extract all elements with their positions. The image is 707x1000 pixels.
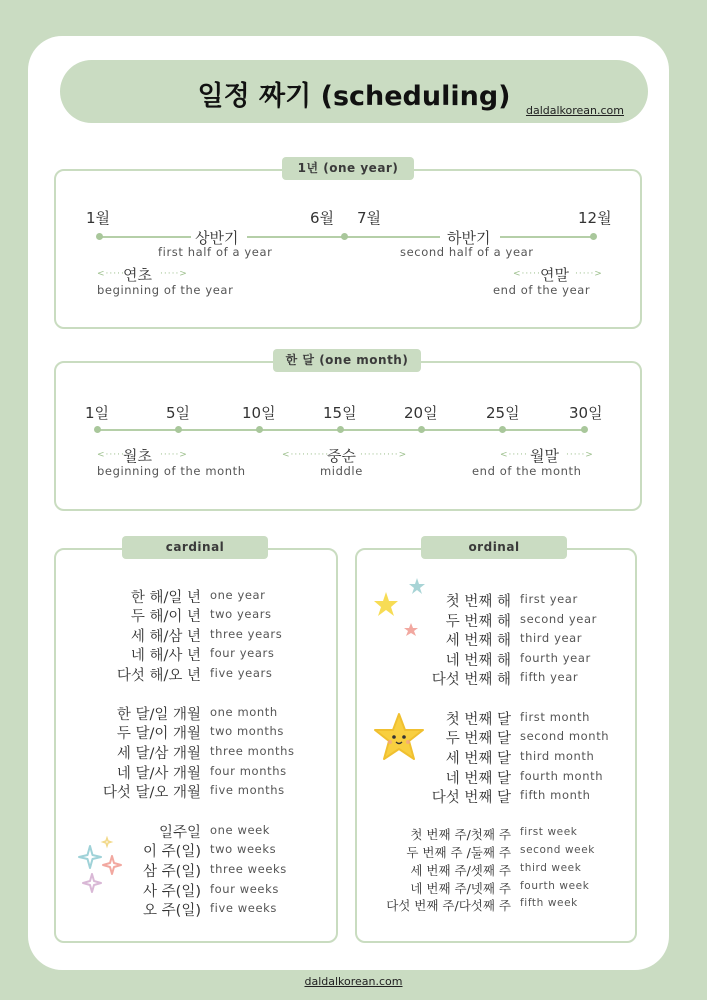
cardinal-year-en: four years <box>210 646 275 660</box>
day-label: 10일 <box>242 404 276 422</box>
year-end-en: end of the year <box>493 283 591 297</box>
cardinal-week-en: two weeks <box>210 842 277 856</box>
cardinal-week-en: four weeks <box>210 882 279 896</box>
site-link-bottom[interactable]: daldalkorean.com <box>304 975 403 988</box>
ordinal-year-en: fourth year <box>520 651 591 665</box>
ordinal-year-ko: 세 번째 해 <box>445 633 511 649</box>
ordinal-month-ko: 다섯 번째 달 <box>431 790 511 806</box>
month-label-7: 7월 <box>357 209 382 227</box>
year-end-ko: 연말 <box>540 266 569 284</box>
ordinal-year-ko: 두 번째 해 <box>445 614 511 630</box>
arrow-left-icon: <····· <box>500 450 528 460</box>
ordinal-month-en: second month <box>520 729 610 743</box>
day-label: 1일 <box>85 404 110 422</box>
ordinal-week-ko: 네 번째 주/넷째 주 <box>410 881 511 896</box>
ordinal-month-en: fourth month <box>520 769 604 783</box>
month-label-12: 12월 <box>578 209 612 227</box>
year-start-ko: 연초 <box>123 266 152 284</box>
day-label: 30일 <box>569 404 603 422</box>
month-section <box>54 361 642 511</box>
cardinal-year-en: three years <box>210 627 283 641</box>
cardinal-week-ko: 이 주(일) <box>143 844 201 860</box>
cardinal-week-ko: 일주일 <box>158 825 201 841</box>
ordinal-year-en: first year <box>520 592 578 606</box>
month-end-ko: 월말 <box>530 447 559 465</box>
day-label: 15일 <box>323 404 357 422</box>
timeline-dot <box>94 426 101 433</box>
year-tag: 1년 (one year) <box>282 157 414 180</box>
ordinal-year-en: second year <box>520 612 597 626</box>
timeline-dot <box>175 426 182 433</box>
month-tag: 한 달 (one month) <box>273 349 421 372</box>
month-label-1: 1월 <box>86 209 111 227</box>
cardinal-month-ko: 두 달/이 개월 <box>116 726 201 742</box>
cardinal-year-ko: 한 해/일 년 <box>130 590 201 606</box>
month-end-en: end of the month <box>472 464 582 478</box>
ordinal-week-en: fourth week <box>520 880 590 892</box>
cardinal-week-ko: 삼 주(일) <box>143 864 201 880</box>
cardinal-week-ko: 오 주(일) <box>143 903 201 919</box>
cardinal-year-ko: 네 해/사 년 <box>130 648 201 664</box>
second-half-en: second half of a year <box>400 245 534 259</box>
year-timeline-mid-left <box>247 236 344 238</box>
cardinal-year-ko: 두 해/이 년 <box>130 609 201 625</box>
arrow-left-icon: <····· <box>97 269 125 279</box>
ordinal-year-ko: 다섯 번째 해 <box>431 672 511 688</box>
title-banner <box>60 60 648 123</box>
cardinal-year-en: five years <box>210 666 273 680</box>
timeline-dot <box>418 426 425 433</box>
timeline-dot <box>341 233 348 240</box>
ordinal-year-ko: 네 번째 해 <box>445 653 511 669</box>
year-section <box>54 169 642 329</box>
year-start-en: beginning of the year <box>97 283 234 297</box>
month-label-6: 6월 <box>310 209 335 227</box>
arrow-right-icon: ·····> <box>160 269 188 279</box>
cardinal-month-en: one month <box>210 705 278 719</box>
arrow-left-icon: <·········· <box>282 450 330 460</box>
cardinal-month-en: five months <box>210 783 285 797</box>
sparkles-icon <box>76 836 126 900</box>
ordinal-month-ko: 첫 번째 달 <box>445 712 511 728</box>
arrow-right-icon: ·····> <box>566 450 594 460</box>
cardinal-week-en: three weeks <box>210 862 287 876</box>
year-timeline-right <box>500 236 594 238</box>
timeline-dot <box>256 426 263 433</box>
ordinal-month-en: fifth month <box>520 788 591 802</box>
ordinal-week-ko: 두 번째 주 /둘째 주 <box>406 845 511 860</box>
ordinal-month-en: third month <box>520 749 595 763</box>
day-label: 20일 <box>404 404 438 422</box>
second-half-ko: 하반기 <box>447 229 491 247</box>
ordinal-week-en: fifth week <box>520 897 578 909</box>
cardinal-month-ko: 한 달/일 개월 <box>116 707 201 723</box>
cardinal-year-ko: 세 해/삼 년 <box>130 629 201 645</box>
ordinal-week-ko: 다섯 번째 주/다섯째 주 <box>386 898 511 913</box>
ordinal-month-ko: 두 번째 달 <box>445 731 511 747</box>
day-label: 25일 <box>486 404 520 422</box>
ordinal-year-ko: 첫 번째 해 <box>445 594 511 610</box>
timeline-dot <box>96 233 103 240</box>
month-start-ko: 월초 <box>123 447 152 465</box>
timeline-dot <box>337 426 344 433</box>
ordinal-tag: ordinal <box>421 536 567 559</box>
cardinal-year-en: two years <box>210 607 272 621</box>
arrow-right-icon: ··········> <box>360 450 408 460</box>
year-timeline-left <box>101 236 191 238</box>
timeline-dot <box>581 426 588 433</box>
ordinal-year-en: third year <box>520 631 583 645</box>
arrow-left-icon: <····· <box>513 269 541 279</box>
ordinal-month-en: first month <box>520 710 591 724</box>
ordinal-year-en: fifth year <box>520 670 579 684</box>
month-middle-ko: 중순 <box>327 447 356 465</box>
arrow-left-icon: <····· <box>97 450 125 460</box>
cardinal-week-en: five weeks <box>210 901 277 915</box>
arrow-right-icon: ·····> <box>160 450 188 460</box>
cardinal-month-ko: 다섯 달/오 개월 <box>102 785 201 801</box>
year-timeline-mid-right <box>345 236 440 238</box>
page-title: 일정 짜기 (scheduling) <box>197 81 511 112</box>
stars-icon <box>372 576 432 642</box>
cardinal-week-ko: 사 주(일) <box>143 884 201 900</box>
first-half-ko: 상반기 <box>195 229 239 247</box>
ordinal-week-ko: 세 번째 주/셋째 주 <box>410 863 511 878</box>
first-half-en: first half of a year <box>158 245 273 259</box>
day-label: 5일 <box>166 404 191 422</box>
ordinal-week-en: first week <box>520 826 578 838</box>
ordinal-week-en: second week <box>520 844 595 856</box>
month-middle-en: middle <box>320 464 363 478</box>
ordinal-week-en: third week <box>520 862 582 874</box>
ordinal-month-ko: 세 번째 달 <box>445 751 511 767</box>
timeline-dot <box>499 426 506 433</box>
cardinal-month-ko: 세 달/삼 개월 <box>116 746 201 762</box>
cardinal-month-ko: 네 달/사 개월 <box>116 766 201 782</box>
smiling-star-icon <box>372 712 426 764</box>
cardinal-year-ko: 다섯 해/오 년 <box>116 668 201 684</box>
cardinal-year-en: one year <box>210 588 266 602</box>
arrow-right-icon: ·····> <box>575 269 603 279</box>
cardinal-month-en: two months <box>210 724 284 738</box>
cardinal-month-en: four months <box>210 764 287 778</box>
ordinal-week-ko: 첫 번째 주/첫째 주 <box>410 827 511 842</box>
month-start-en: beginning of the month <box>97 464 246 478</box>
cardinal-month-en: three months <box>210 744 295 758</box>
site-link-top[interactable]: daldalkorean.com <box>525 104 624 117</box>
timeline-dot <box>590 233 597 240</box>
ordinal-month-ko: 네 번째 달 <box>445 771 511 787</box>
cardinal-week-en: one week <box>210 823 271 837</box>
cardinal-tag: cardinal <box>122 536 268 559</box>
